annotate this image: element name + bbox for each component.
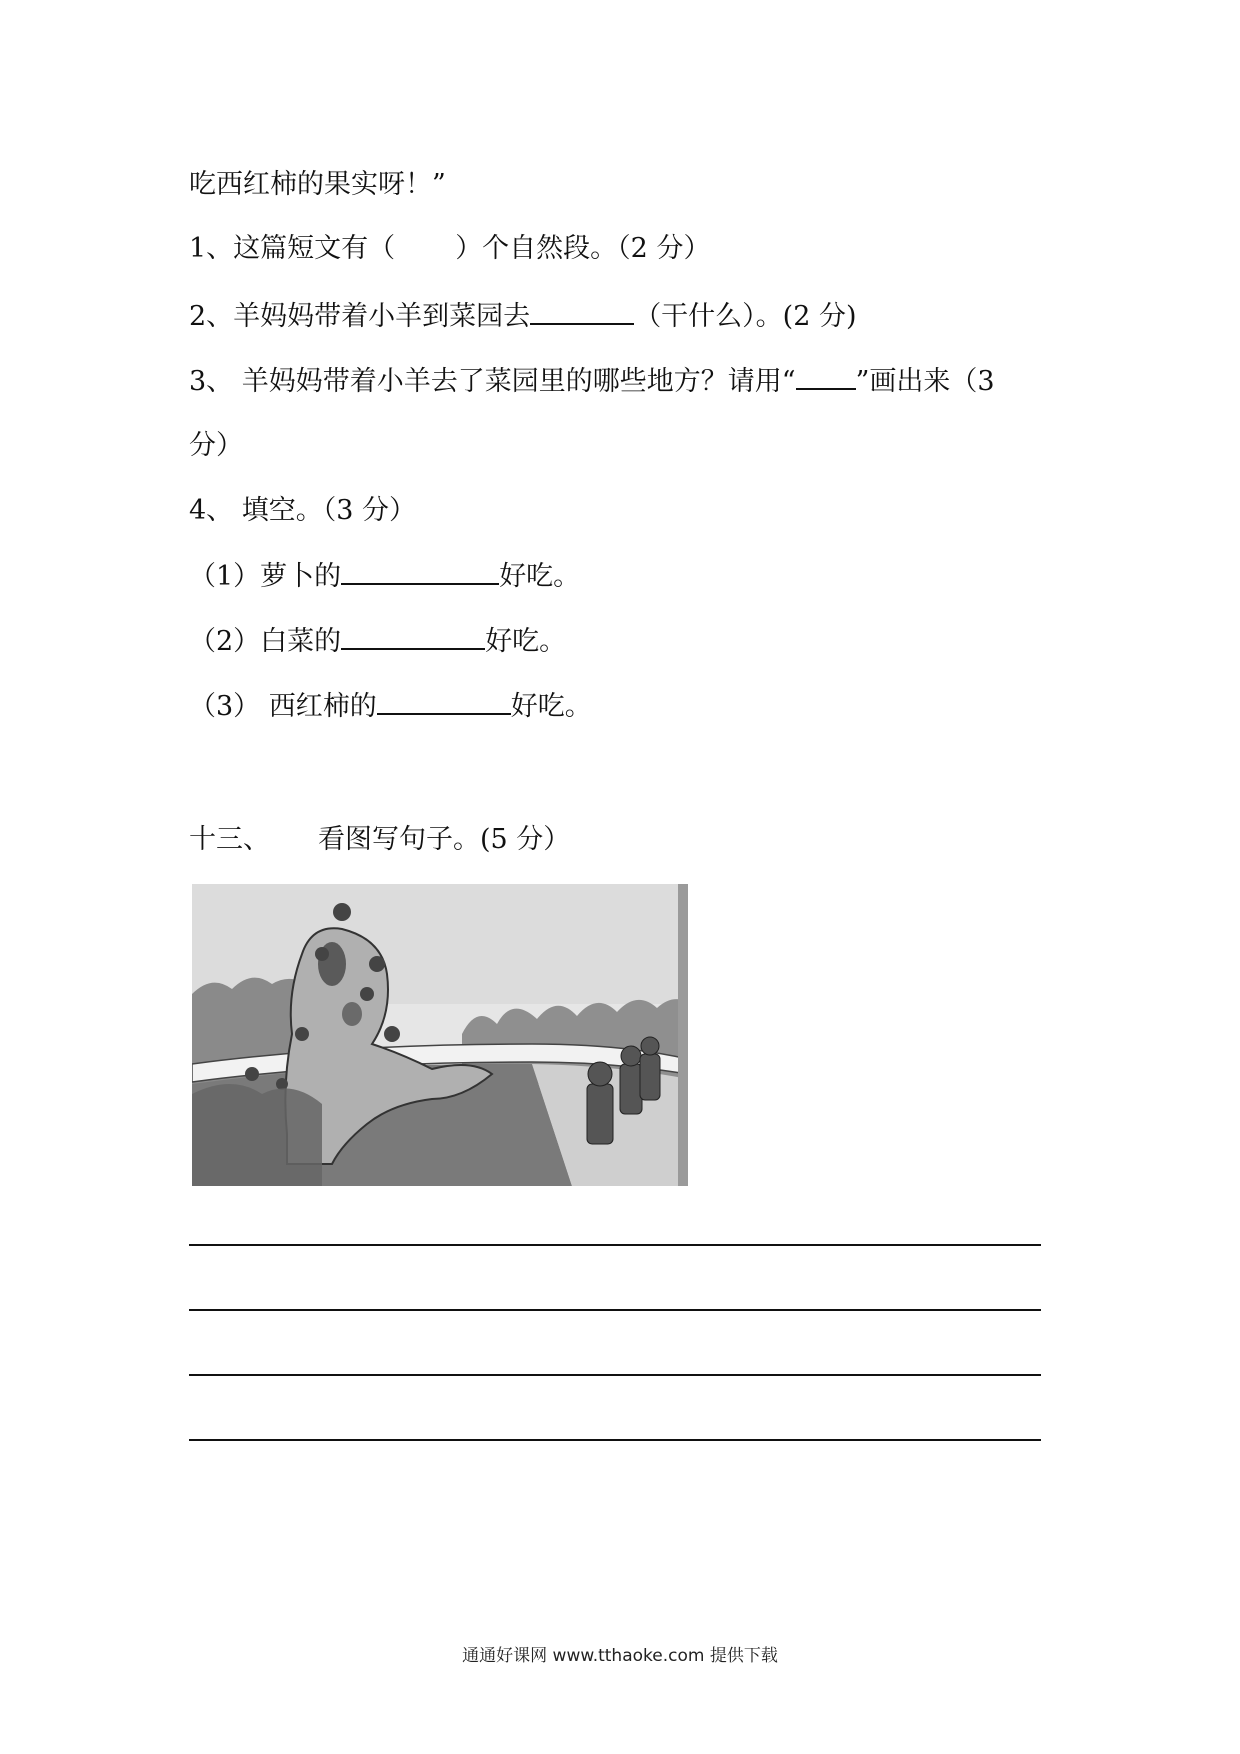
answer-line-1[interactable]	[189, 1244, 1041, 1246]
section-13-heading	[189, 823, 570, 857]
question-3-text-a: 3、 羊妈妈带着小羊去了菜园里的哪些地方？请用“	[189, 366, 796, 397]
fill-item-1-label: （1）萝卜的	[189, 561, 342, 592]
fill-item-2-label: （2）白菜的	[189, 626, 342, 657]
monkey-rock-illustration	[192, 884, 688, 1186]
answer-line-3[interactable]	[189, 1374, 1041, 1376]
answer-line-4[interactable]	[189, 1439, 1041, 1441]
passage-ending: 吃西红柿的果实呀！”	[189, 169, 446, 200]
question-3-continued: 分）	[189, 430, 243, 461]
question-1-text-b: ）个自然段。（2 分）	[455, 233, 711, 264]
question-2-text: 2、羊妈妈带着小羊到菜园去	[189, 301, 531, 332]
fill-item-3-blank[interactable]	[377, 689, 511, 715]
fill-item-1	[189, 559, 580, 594]
question-3-blank[interactable]	[796, 364, 856, 390]
question-2	[189, 299, 857, 334]
question-1-text-a: 1、这篇短文有（	[189, 233, 396, 264]
question-3-text-b: ”画出来（3	[855, 366, 995, 397]
fill-item-2-blank[interactable]	[341, 624, 485, 650]
question-2-blank[interactable]	[530, 299, 634, 325]
fill-item-3-suffix: 好吃。	[510, 691, 592, 722]
fill-item-3	[189, 689, 592, 724]
question-4: 4、 填空。（3 分）	[189, 495, 417, 526]
fill-item-1-suffix: 好吃。	[499, 561, 581, 592]
section-13-number: 十三、	[189, 824, 270, 855]
question-3	[189, 364, 995, 399]
fill-item-2-suffix: 好吃。	[485, 626, 567, 657]
page-footer: 通通好课网 www.tthaoke.com 提供下载	[462, 1646, 778, 1666]
section-13-title: 看图写句子。(5 分）	[318, 824, 571, 855]
question-2-text-b: （干什么）。(2 分)	[634, 301, 857, 332]
question-1	[189, 232, 710, 266]
fill-item-3-label: （3） 西红柿的	[189, 691, 377, 722]
fill-item-2	[189, 624, 566, 659]
fill-item-1-blank[interactable]	[341, 559, 499, 585]
answer-line-2[interactable]	[189, 1309, 1041, 1311]
